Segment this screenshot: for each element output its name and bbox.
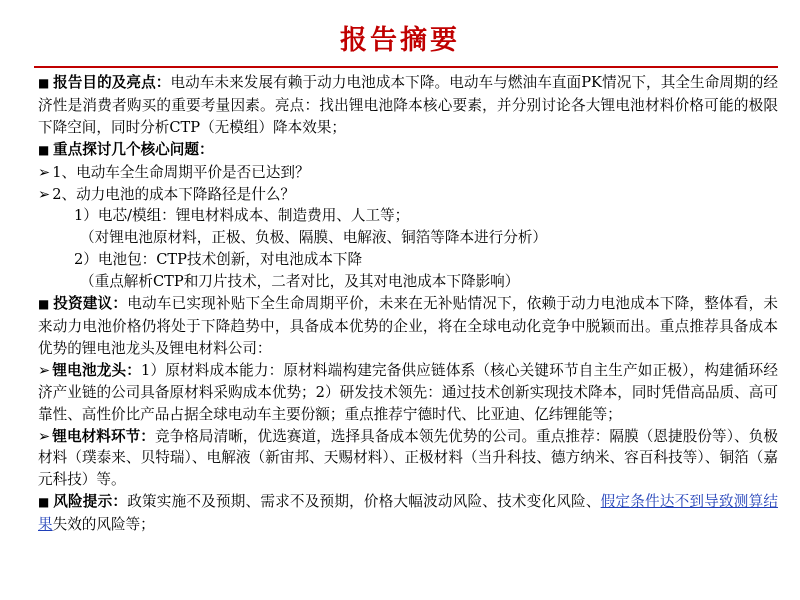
sub-item-battery-pack: 2）电池包：CTP技术创新，对电池成本下降 [74, 251, 363, 269]
assumption-link[interactable]: 假定条件达不到导致测算结果 [38, 493, 778, 534]
section-report-purpose [38, 72, 778, 139]
square-bullet-icon: ■ [38, 76, 50, 90]
page-title: 报告摘要 [340, 25, 460, 56]
section-text: 电动车未来发展有赖于动力电池成本下降。电动车与燃油车直面PK情况下，其全生命周期的经济性是消费者购买的重要考量因素。亮点：找出锂电池降本核心要素，并分别讨论各大锂电池材料价格可能的极限下降空间，同时分析CTP（无模组）降本效果； [38, 74, 778, 136]
sub-item-battery-pack-note: （重点解析CTP和刀片技术，二者对比，及其对电池成本下降影响） [80, 273, 520, 291]
title-divider [34, 66, 778, 68]
arrow-bullet-icon: ➢ [38, 427, 51, 445]
arrow-bullet-icon: ➢ [38, 163, 51, 181]
section-text: 失效的风险等； [52, 516, 155, 534]
section-heading: 锂电材料环节： [52, 427, 155, 445]
summary-content [38, 72, 778, 536]
arrow-bullet-icon: ➢ [38, 361, 51, 379]
question-item [38, 162, 778, 184]
section-heading: 风险提示： [53, 493, 128, 511]
square-bullet-icon: ■ [38, 142, 50, 157]
section-risk-warning [38, 491, 778, 536]
section-heading: 投资建议： [53, 295, 128, 313]
section-heading: 锂电池龙头： [52, 361, 142, 379]
section-investment-advice [38, 293, 778, 360]
sub-item-cell-module-note: （对锂电池原材料，正极、负极、隔膜、电解液、铜箔等降本进行分析） [80, 229, 548, 247]
section-key-questions [38, 139, 778, 162]
section-text: 竞争格局清晰，优选赛道，选择具备成本领先优势的公司。重点推荐：隔膜（恩捷股份等）、负极材料（璞泰来、贝特瑞）、电解液（新宙邦、天赐材料）、正极材料（当升科技、德方纳米、容百科技等）、铜箔（嘉元科技）等。 [38, 427, 778, 489]
square-bullet-icon: ■ [38, 495, 50, 510]
section-battery-materials [38, 426, 778, 492]
section-heading: 报告目的及亮点： [53, 74, 171, 91]
sub-item-cell-module: 1）电芯/模组：锂电材料成本、制造费用、人工等； [74, 207, 410, 225]
section-text: 1）原材料成本能力：原材料端构建完备供应链体系（核心关键环节自主生产如正极），构建循环经济产业链的公司具备原材料采购成本优势；2）研发技术领先：通过技术创新实现技术降本，同时凭借高品质、高可靠性、高性价比产品占据全球电动车主要份额；重点推荐宁德时代、比亚迪、亿纬锂能等； [38, 361, 778, 423]
question-text: 1、电动车全生命周期平价是否已达到？ [52, 163, 310, 181]
question-text: 2、动力电池的成本下降路径是什么？ [52, 185, 296, 203]
section-battery-leaders [38, 360, 778, 426]
section-text: 电动车已实现补贴下全生命周期平价，未来在无补贴情况下，依赖于动力电池成本下降，整体看，未来动力电池价格仍将处于下降趋势中，具备成本优势的企业，将在全球电动化竞争中脱颖而出。重点推荐具备成本优势的锂电池龙头及锂电材料公司： [38, 295, 778, 357]
question-item [38, 184, 778, 206]
section-heading: 重点探讨几个核心问题： [53, 140, 214, 158]
square-bullet-icon: ■ [38, 297, 50, 312]
section-text: 政策实施不及预期、需求不及预期，价格大幅波动风险、技术变化风险、 [127, 493, 601, 511]
arrow-bullet-icon: ➢ [38, 185, 51, 203]
